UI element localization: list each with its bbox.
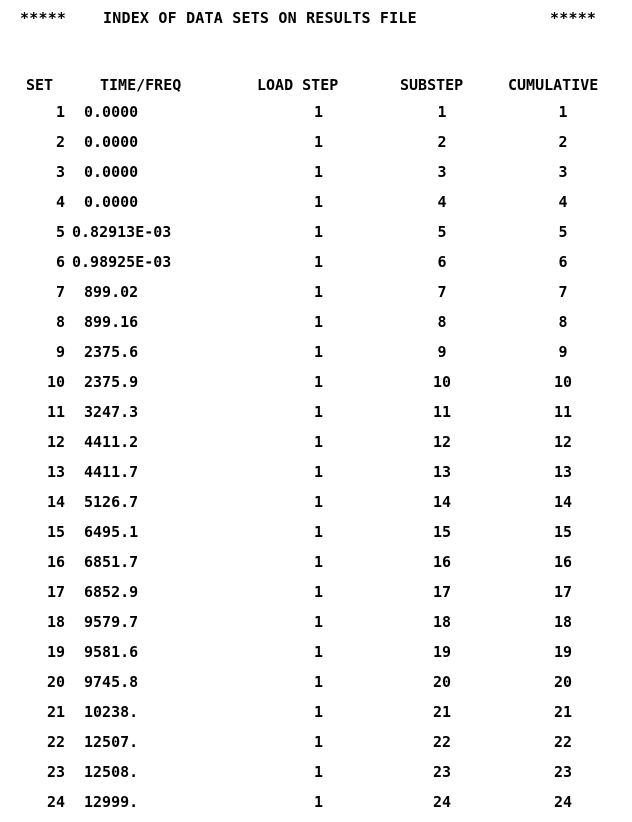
cell-substep: 8	[437, 313, 447, 331]
title-text: INDEX OF DATA SETS ON RESULTS FILE	[103, 9, 417, 27]
table-row	[0, 372, 632, 402]
cell-load-step: 1	[314, 553, 324, 571]
cell-substep: 1	[437, 103, 447, 121]
cell-set: 12	[46, 433, 65, 451]
table-row	[0, 492, 632, 522]
column-header-set: SET	[26, 76, 54, 94]
cell-time-freq: 10238.	[84, 703, 139, 721]
cell-set: 7	[55, 283, 65, 301]
cell-cumulative: 21	[553, 703, 573, 721]
table-row	[0, 462, 632, 492]
cell-set: 24	[46, 793, 65, 811]
table-row	[0, 312, 632, 342]
cell-substep: 23	[432, 763, 452, 781]
table-row	[0, 282, 632, 312]
cell-set: 4	[55, 193, 65, 211]
table-row	[0, 702, 632, 732]
cell-time-freq: 9579.7	[84, 613, 139, 631]
cell-substep: 14	[432, 493, 452, 511]
cell-substep: 10	[432, 373, 452, 391]
cell-cumulative: 5	[558, 223, 568, 241]
cell-substep: 18	[432, 613, 452, 631]
cell-time-freq: 6851.7	[84, 553, 139, 571]
cell-substep: 4	[437, 193, 447, 211]
cell-substep: 15	[432, 523, 452, 541]
cell-cumulative: 4	[558, 193, 568, 211]
cell-time-freq: 12508.	[84, 763, 139, 781]
cell-load-step: 1	[314, 163, 324, 181]
table-row	[0, 432, 632, 462]
cell-set: 14	[46, 493, 65, 511]
cell-time-freq: 9581.6	[84, 643, 139, 661]
cell-time-freq: 0.0000	[84, 133, 139, 151]
cell-load-step: 1	[314, 403, 324, 421]
cell-cumulative: 17	[553, 583, 573, 601]
cell-load-step: 1	[314, 103, 324, 121]
table-row	[0, 402, 632, 432]
table-row	[0, 132, 632, 162]
data-set-rows	[0, 102, 632, 822]
cell-set: 19	[46, 643, 65, 661]
cell-substep: 12	[432, 433, 452, 451]
table-row	[0, 642, 632, 672]
cell-substep: 6	[437, 253, 447, 271]
cell-time-freq: 12507.	[84, 733, 139, 751]
column-header-time-freq: TIME/FREQ	[100, 76, 182, 94]
cell-time-freq: 4411.2	[84, 433, 139, 451]
cell-cumulative: 11	[553, 403, 573, 421]
cell-set: 2	[55, 133, 65, 151]
cell-set: 15	[46, 523, 65, 541]
cell-cumulative: 16	[553, 553, 573, 571]
table-row	[0, 342, 632, 372]
cell-load-step: 1	[314, 193, 324, 211]
cell-cumulative: 19	[553, 643, 573, 661]
cell-time-freq: 899.16	[84, 313, 139, 331]
table-row	[0, 192, 632, 222]
cell-load-step: 1	[314, 703, 324, 721]
cell-load-step: 1	[314, 673, 324, 691]
cell-cumulative: 24	[553, 793, 573, 811]
cell-time-freq: 5126.7	[84, 493, 139, 511]
table-row	[0, 552, 632, 582]
cell-set: 9	[55, 343, 65, 361]
cell-set: 6	[55, 253, 65, 271]
cell-substep: 3	[437, 163, 447, 181]
table-row	[0, 102, 632, 132]
cell-substep: 7	[437, 283, 447, 301]
cell-set: 17	[46, 583, 65, 601]
cell-cumulative: 20	[553, 673, 573, 691]
column-header-row	[0, 75, 632, 95]
cell-time-freq: 12999.	[84, 793, 139, 811]
cell-cumulative: 18	[553, 613, 573, 631]
cell-set: 13	[46, 463, 65, 481]
cell-set: 22	[46, 733, 65, 751]
cell-time-freq: 899.02	[84, 283, 139, 301]
cell-substep: 16	[432, 553, 452, 571]
cell-load-step: 1	[314, 583, 324, 601]
cell-substep: 21	[432, 703, 452, 721]
cell-set: 20	[46, 673, 65, 691]
cell-substep: 13	[432, 463, 452, 481]
cell-time-freq: 6495.1	[84, 523, 139, 541]
cell-time-freq: 2375.6	[84, 343, 139, 361]
cell-load-step: 1	[314, 763, 324, 781]
table-row	[0, 732, 632, 762]
cell-cumulative: 1	[558, 103, 568, 121]
cell-load-step: 1	[314, 793, 324, 811]
cell-cumulative: 15	[553, 523, 573, 541]
cell-cumulative: 7	[558, 283, 568, 301]
cell-substep: 2	[437, 133, 447, 151]
cell-time-freq: 6852.9	[84, 583, 139, 601]
cell-cumulative: 3	[558, 163, 568, 181]
column-header-substep: SUBSTEP	[400, 76, 464, 94]
table-row	[0, 162, 632, 192]
cell-set: 3	[55, 163, 65, 181]
cell-set: 18	[46, 613, 65, 631]
cell-cumulative: 14	[553, 493, 573, 511]
cell-substep: 9	[437, 343, 447, 361]
cell-load-step: 1	[314, 133, 324, 151]
cell-cumulative: 10	[553, 373, 573, 391]
cell-time-freq: 9745.8	[84, 673, 139, 691]
cell-substep: 22	[432, 733, 452, 751]
cell-load-step: 1	[314, 283, 324, 301]
cell-load-step: 1	[314, 643, 324, 661]
cell-load-step: 1	[314, 613, 324, 631]
cell-substep: 19	[432, 643, 452, 661]
cell-substep: 11	[432, 403, 452, 421]
table-row	[0, 252, 632, 282]
column-header-cumulative: CUMULATIVE	[508, 76, 599, 94]
column-header-load-step: LOAD STEP	[257, 76, 339, 94]
cell-load-step: 1	[314, 343, 324, 361]
table-row	[0, 612, 632, 642]
cell-substep: 5	[437, 223, 447, 241]
cell-time-freq: 0.0000	[84, 193, 139, 211]
table-row	[0, 222, 632, 252]
cell-set: 8	[55, 313, 65, 331]
table-row	[0, 792, 632, 822]
cell-cumulative: 13	[553, 463, 573, 481]
cell-load-step: 1	[314, 523, 324, 541]
cell-load-step: 1	[314, 433, 324, 451]
title-stars-left: *****	[20, 9, 67, 27]
cell-cumulative: 8	[558, 313, 568, 331]
cell-load-step: 1	[314, 373, 324, 391]
cell-set: 11	[46, 403, 65, 421]
cell-cumulative: 22	[553, 733, 573, 751]
cell-time-freq: 0.0000	[84, 163, 139, 181]
cell-set: 21	[46, 703, 65, 721]
table-row	[0, 522, 632, 552]
cell-time-freq: 0.0000	[84, 103, 139, 121]
cell-time-freq: 2375.9	[84, 373, 139, 391]
cell-set: 1	[55, 103, 65, 121]
cell-time-freq: 3247.3	[84, 403, 139, 421]
cell-load-step: 1	[314, 493, 324, 511]
cell-set: 10	[46, 373, 65, 391]
cell-load-step: 1	[314, 463, 324, 481]
cell-cumulative: 2	[558, 133, 568, 151]
cell-set: 5	[55, 223, 65, 241]
cell-substep: 17	[432, 583, 452, 601]
cell-load-step: 1	[314, 253, 324, 271]
cell-load-step: 1	[314, 223, 324, 241]
cell-load-step: 1	[314, 733, 324, 751]
cell-set: 16	[46, 553, 65, 571]
table-row	[0, 762, 632, 792]
cell-cumulative: 6	[558, 253, 568, 271]
cell-cumulative: 23	[553, 763, 573, 781]
cell-time-freq: 0.98925E-03	[72, 253, 172, 271]
table-row	[0, 672, 632, 702]
cell-load-step: 1	[314, 313, 324, 331]
cell-time-freq: 4411.7	[84, 463, 139, 481]
cell-substep: 24	[432, 793, 452, 811]
cell-substep: 20	[432, 673, 452, 691]
cell-cumulative: 12	[553, 433, 573, 451]
cell-set: 23	[46, 763, 65, 781]
cell-time-freq: 0.82913E-03	[72, 223, 172, 241]
title-stars-right: *****	[550, 9, 597, 27]
table-row	[0, 582, 632, 612]
cell-cumulative: 9	[558, 343, 568, 361]
